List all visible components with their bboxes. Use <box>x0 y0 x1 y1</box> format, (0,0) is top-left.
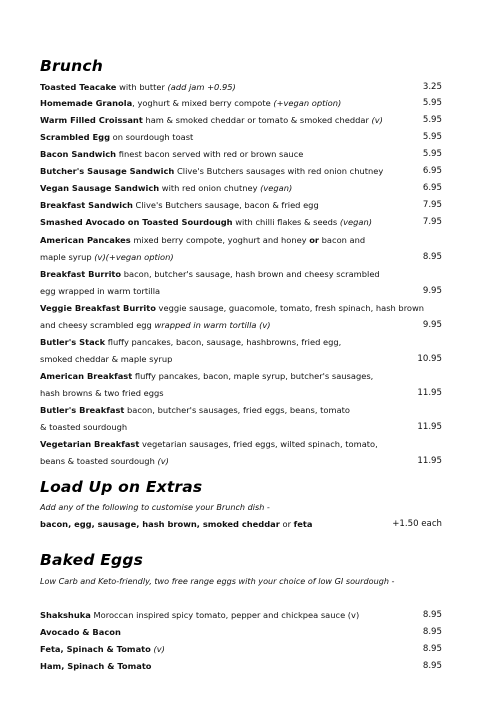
menu-item-price: 10.95 <box>417 354 442 364</box>
menu-item: Shakshuka Moroccan inspired spicy tomato, pepper and chickpea sauce (v) <box>40 610 360 620</box>
menu-item-price: 8.95 <box>422 644 442 654</box>
menu-item: Butler's Breakfast bacon, butcher's sausages, fried eggs, beans, tomato <box>40 405 350 415</box>
menu-item-price: 7.95 <box>422 200 442 210</box>
menu-item-price: 5.95 <box>422 115 442 125</box>
menu-item-price: 11.95 <box>417 388 442 398</box>
menu-item-price: 6.95 <box>422 166 442 176</box>
menu-item: Breakfast Sandwich Clive's Butchers sausage, bacon & fried egg <box>40 200 319 210</box>
menu-item: American Breakfast fluffy pancakes, bacon, maple syrup, butcher's sausages, <box>40 371 374 381</box>
menu-item: Butcher's Sausage Sandwich Clive's Butchers sausages with red onion chutney <box>40 166 384 176</box>
menu-item: Feta, Spinach & Tomato (v) <box>40 644 165 654</box>
menu-item: Vegan Sausage Sandwich with red onion chutney (vegan) <box>40 183 293 193</box>
extras-heading: Load Up on Extras <box>40 478 203 496</box>
extras-list: bacon, egg, sausage, hash brown, smoked cheddar or feta <box>40 519 313 529</box>
menu-item-price: 8.95 <box>422 252 442 262</box>
menu-item-price: 11.95 <box>417 422 442 432</box>
menu-item-continuation: hash browns & two fried eggs <box>40 388 164 398</box>
menu-item-price: 5.95 <box>422 132 442 142</box>
menu-item: American Pancakes mixed berry compote, yoghurt and honey or bacon and <box>40 235 366 245</box>
menu-item: Homemade Granola, yoghurt & mixed berry compote (+vegan option) <box>40 98 342 108</box>
menu-item-price: 8.95 <box>422 661 442 671</box>
menu-item: Toasted Teacake with butter (add jam +0.95) <box>40 82 236 92</box>
menu-item-continuation: smoked cheddar & maple syrup <box>40 354 173 364</box>
menu-item: Bacon Sandwich finest bacon served with red or brown sauce <box>40 149 304 159</box>
menu-item: Smashed Avocado on Toasted Sourdough with chilli flakes & seeds (vegan) <box>40 217 372 227</box>
menu-item-price: 8.95 <box>422 610 442 620</box>
menu-item-continuation: beans & toasted sourdough (v) <box>40 456 169 466</box>
menu-item-price: 3.25 <box>422 82 442 92</box>
menu-item-price: 9.95 <box>422 320 442 330</box>
menu-item: Vegetarian Breakfast vegetarian sausages, fried eggs, wilted spinach, tomato, <box>40 439 378 449</box>
menu-item: Avocado & Bacon <box>40 627 121 637</box>
baked-eggs-heading: Baked Eggs <box>40 551 144 569</box>
menu-item: Scrambled Egg on sourdough toast <box>40 132 194 142</box>
menu-item: Breakfast Burrito bacon, butcher's sausage, hash brown and cheesy scrambled <box>40 269 380 279</box>
menu-item-price: 8.95 <box>422 627 442 637</box>
menu-item-continuation: and cheesy scrambled egg wrapped in warm tortilla (v) <box>40 320 271 330</box>
extras-price: +1.50 each <box>392 519 442 529</box>
menu-item: Veggie Breakfast Burrito veggie sausage, guacomole, tomato, fresh spinach, hash brown <box>40 303 425 313</box>
menu-item: Ham, Spinach & Tomato <box>40 661 152 671</box>
baked-eggs-note: Low Carb and Keto-friendly, two free range eggs with your choice of low GI sourdough - <box>40 576 395 586</box>
menu-item-price: 5.95 <box>422 98 442 108</box>
brunch-heading: Brunch <box>40 57 103 75</box>
menu-item-price: 6.95 <box>422 183 442 193</box>
extras-note: Add any of the following to customise your Brunch dish - <box>40 502 270 512</box>
menu-item-continuation: & toasted sourdough <box>40 422 128 432</box>
menu-item-continuation: maple syrup (v)(+vegan option) <box>40 252 174 262</box>
menu-item-price: 5.95 <box>422 149 442 159</box>
menu-item-price: 9.95 <box>422 286 442 296</box>
menu-item-continuation: egg wrapped in warm tortilla <box>40 286 161 296</box>
menu-item: Warm Filled Croissant ham & smoked cheddar or tomato & smoked cheddar (v) <box>40 115 383 125</box>
menu-item: Butler's Stack fluffy pancakes, bacon, sausage, hashbrowns, fried egg, <box>40 337 342 347</box>
menu-item-price: 7.95 <box>422 217 442 227</box>
menu-item-price: 11.95 <box>417 456 442 466</box>
